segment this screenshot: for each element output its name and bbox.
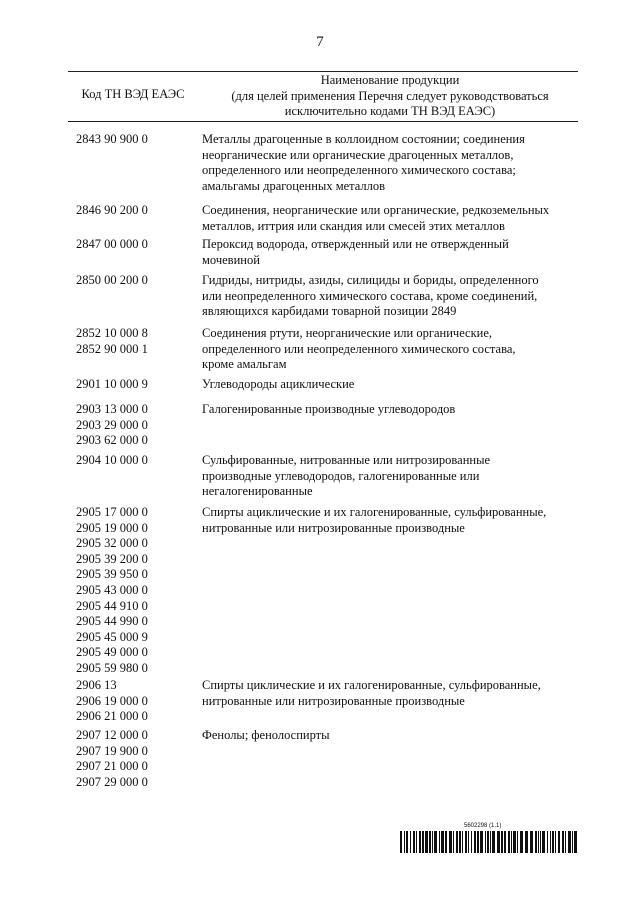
- barcode: [400, 822, 580, 862]
- product-description-line: определенного или неопределенного химического состава,: [202, 341, 516, 356]
- product-description-line: Сульфированные, нитрованные или нитрозированные: [202, 453, 491, 467]
- barcode-icon: [400, 831, 580, 853]
- product-codes: [76, 132, 196, 148]
- product-codes: [76, 273, 196, 289]
- product-description-line: Фенолы; фенолоспирты: [202, 728, 330, 742]
- product-code: 2905 17 000 0: [76, 505, 148, 519]
- product-description: [202, 453, 582, 500]
- product-description-line: производные углеводородов, галогенированные или: [202, 468, 480, 483]
- product-codes: [76, 326, 196, 357]
- product-code: 2906 19 000 0: [76, 693, 148, 708]
- product-codes: [76, 453, 196, 469]
- product-description: [202, 678, 582, 709]
- product-code: 2905 43 000 0: [76, 582, 148, 597]
- product-description-line: Углеводороды ациклические: [202, 377, 355, 391]
- product-description-line: Гидриды, нитриды, азиды, силициды и бориды, определенного: [202, 273, 539, 287]
- product-codes: [76, 237, 196, 253]
- product-description-line: металлов, иттрия или скандия или смесей этих металлов: [202, 218, 505, 233]
- product-code: 2905 59 980 0: [76, 660, 148, 675]
- product-codes: [76, 203, 196, 219]
- product-description: [202, 505, 582, 536]
- product-description-line: Галогенированные производные углеводородов: [202, 402, 456, 416]
- product-code: 2907 12 000 0: [76, 728, 148, 742]
- product-code: 2846 90 200 0: [76, 203, 148, 217]
- product-description-line: Пероксид водорода, отвержденный или не отвержденный: [202, 237, 509, 251]
- product-description-line: Соединения ртути, неорганические или органические,: [202, 326, 493, 340]
- product-code: 2907 29 000 0: [76, 774, 148, 789]
- product-code: 2905 19 000 0: [76, 520, 148, 535]
- product-code: 2906 13: [76, 678, 117, 692]
- product-code: 2903 13 000 0: [76, 402, 148, 416]
- product-description-line: неорганические или органические драгоценных металлов,: [202, 147, 514, 162]
- header-name-line: Наименование продукции: [320, 73, 460, 87]
- product-description-line: Спирты циклические и их галогенированные, сульфированные,: [202, 678, 541, 692]
- product-description-line: Соединения, неорганические или органические, редкоземельных: [202, 203, 550, 217]
- product-description: [202, 237, 582, 268]
- product-description-line: кроме амальгам: [202, 357, 287, 372]
- product-description-line: мочевиной: [202, 252, 260, 267]
- product-code: 2903 62 000 0: [76, 433, 148, 448]
- product-code: 2847 00 000 0: [76, 237, 148, 251]
- product-code: 2905 49 000 0: [76, 645, 148, 660]
- product-description-line: или неопределенного химического состава, кроме соединений,: [202, 288, 538, 303]
- product-code: 2905 44 990 0: [76, 614, 148, 629]
- product-code: 2903 29 000 0: [76, 417, 148, 432]
- product-description-line: нитрованные или нитрозированные производные: [202, 520, 465, 535]
- product-code: 2906 21 000 0: [76, 709, 148, 724]
- product-code: 2905 32 000 0: [76, 536, 148, 551]
- product-description-line: Металлы драгоценные в коллоидном состоянии; соединения: [202, 132, 525, 146]
- product-code: 2907 21 000 0: [76, 759, 148, 774]
- product-description: [202, 402, 582, 418]
- product-description: [202, 203, 582, 234]
- product-description-line: являющихся карбидами товарной позиции 2849: [202, 304, 457, 319]
- barcode-label: 5602298 (1.1): [464, 823, 502, 829]
- product-code: 2905 44 910 0: [76, 598, 148, 613]
- product-description: [202, 326, 582, 373]
- product-code: 2852 90 000 1: [76, 341, 148, 356]
- product-code: 2905 45 000 9: [76, 629, 148, 644]
- page-number: 7: [316, 34, 324, 50]
- product-description-line: амальгамы драгоценных металлов: [202, 178, 386, 193]
- product-codes: [76, 377, 196, 393]
- product-description: [202, 132, 582, 194]
- product-code: 2904 10 000 0: [76, 453, 148, 467]
- product-description-line: Спирты ациклические и их галогенированные, сульфированные,: [202, 505, 547, 519]
- product-description: [202, 377, 582, 393]
- product-code: 2907 19 900 0: [76, 743, 148, 758]
- product-code: 2852 10 000 8: [76, 326, 148, 340]
- product-code: 2843 90 900 0: [76, 132, 148, 146]
- product-code: 2905 39 200 0: [76, 551, 148, 566]
- product-code: 2905 39 950 0: [76, 567, 148, 582]
- product-codes: [76, 678, 196, 725]
- product-description-line: определенного или неопределенного химического состава;: [202, 163, 516, 178]
- header-name-line: (для целей применения Перечня следует руководствоваться: [231, 88, 549, 103]
- product-description-line: нитрованные или нитрозированные производные: [202, 693, 465, 708]
- product-code: 2901 10 000 9: [76, 377, 148, 391]
- product-description-line: негалогенированные: [202, 484, 313, 499]
- product-codes: [76, 505, 196, 677]
- header-name-line: исключительно кодами ТН ВЭД ЕАЭС): [284, 104, 496, 118]
- product-codes: [76, 728, 196, 790]
- product-description: [202, 273, 582, 320]
- product-code: 2850 00 200 0: [76, 273, 148, 287]
- product-codes: [76, 402, 196, 449]
- header-code-column: Код ТН ВЭД ЕАЭС: [81, 87, 185, 101]
- product-description: [202, 728, 582, 744]
